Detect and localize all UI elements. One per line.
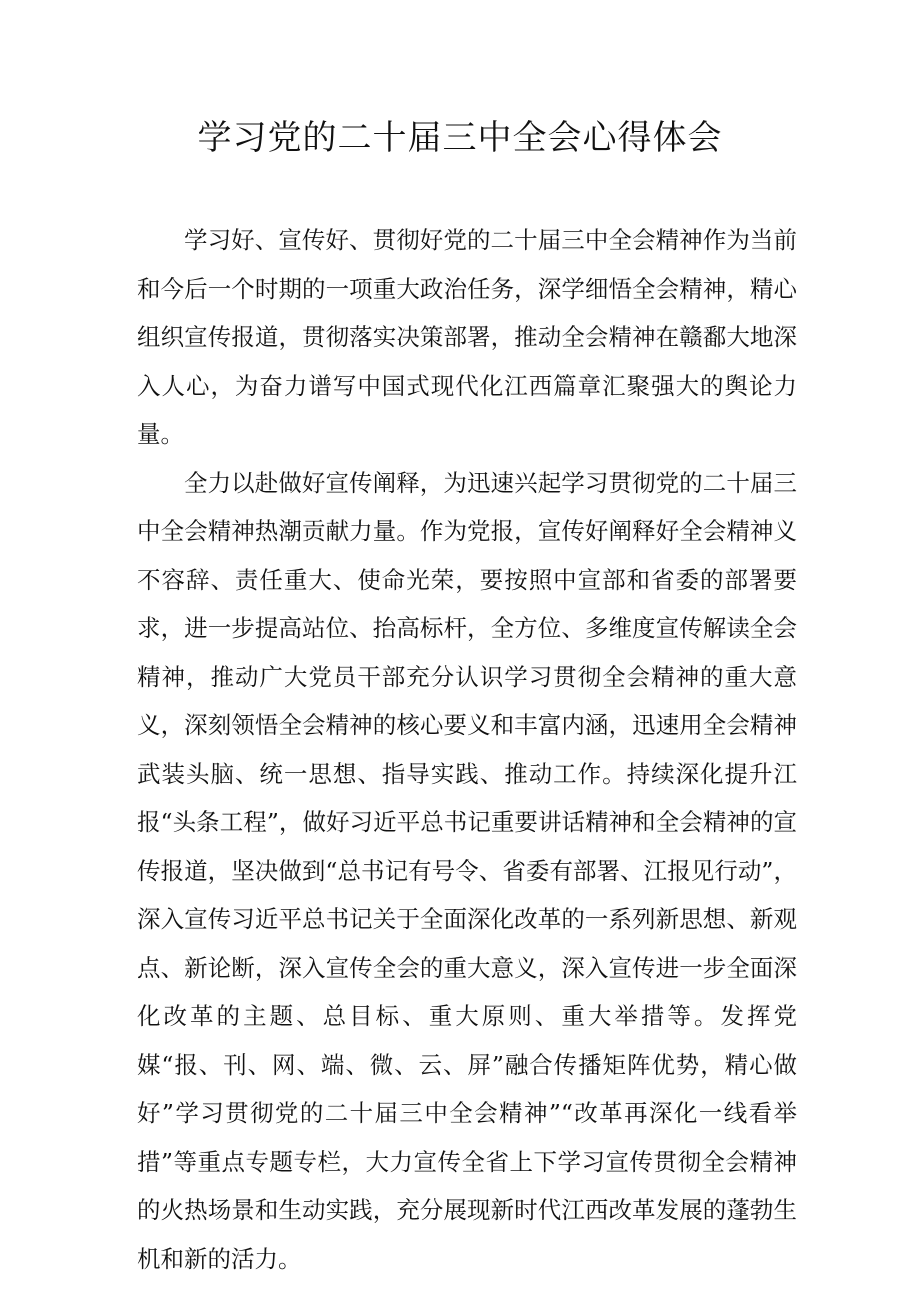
paragraph-1: 学习好、宣传好、贯彻好党的二十届三中全会精神作为当前和今后一个时期的一项重大政治任务，深学细悟全会精神，精心组织宣传报道，贯彻落实决策部署，推动全会精神在赣鄱大地深入人心，为奋力谱写中国式现代化江西篇章汇聚强大的舆论力量。 — [137, 226, 797, 448]
document-title: 学习党的二十届三中全会心得体会 — [197, 118, 723, 158]
document-body — [137, 216, 797, 1283]
paragraph-2: 全力以赴做好宣传阐释，为迅速兴起学习贯彻党的二十届三中全会精神热潮贡献力量。作为党报，宣传好阐释好全会精神义不容辞、责任重大、使命光荣，要按照中宣部和省委的部署要求，进一步提高站位、抬高标杆，全方位、多维度宣传解读全会精神，推动广大党员干部充分认识学习贯彻全会精神的重大意义，深刻领悟全会精神的核心要义和丰富内涵，迅速用全会精神武装头脑、统一思想、指导实践、推动工作。持续深化提升江报“头条工程”，做好习近平总书记重要讲话精神和全会精神的宣传报道，坚决做到“总书记有号令、省委有部署、江报见行动”，深入宣传习近平总书记关于全面深化改革的一系列新思想、新观点、新论断，深入宣传全会的重大意义，深入宣传进一步全面深化改革的主题、总目标、重大原则、重大举措等。发挥党媒“报、刊、网、端、微、云、屏”融合传播矩阵优势，精心做好”学习贯彻党的二十届三中全会精神”“改革再深化一线看举措”等重点专题专栏，大力宣传全省上下学习宣传贯彻全会精神的火热场景和生动实践，充分展现新时代江西改革发展的蓬勃生机和新的活力。 — [137, 468, 797, 1273]
